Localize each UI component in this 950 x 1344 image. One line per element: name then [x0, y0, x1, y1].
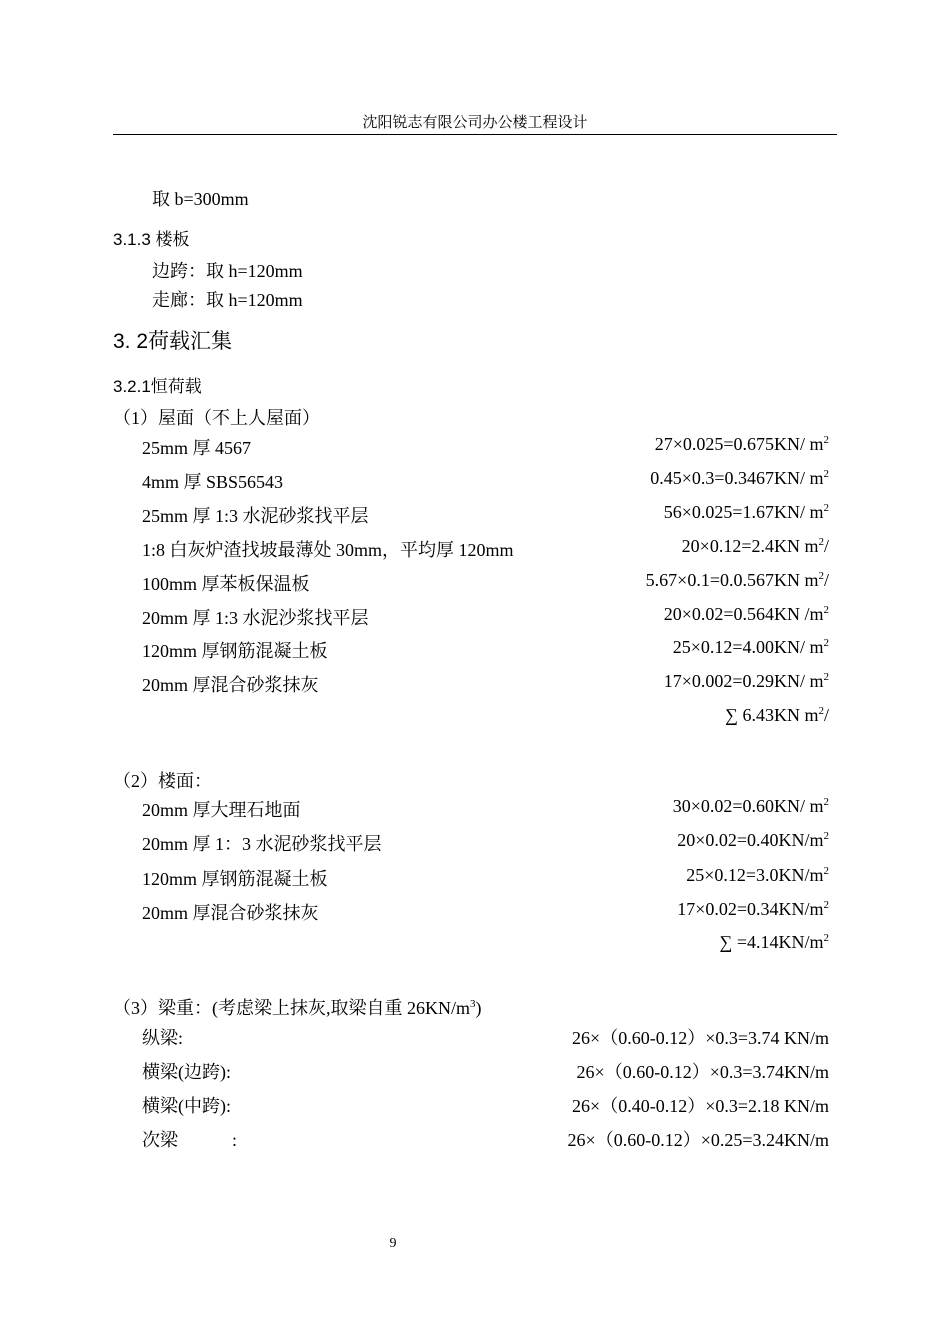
floor-row-value: $25\times 0.12=3.0KN/m^2$ — [686, 865, 829, 885]
floor-row-value: $17\times 0.02=0.34KN/m^2$ — [677, 899, 829, 919]
beam-row-label: 纵梁: — [142, 1028, 184, 1048]
beam-row-label: 次梁 : — [142, 1130, 238, 1150]
floor-total: ∑ $=4.14KN/m^2$ — [719, 932, 829, 952]
roof-row — [142, 637, 829, 661]
floor-row — [142, 865, 829, 889]
roof-row — [142, 468, 829, 492]
beam-row-value: 26×（0.60-0.12）×0.25=3.24KN/m — [567, 1130, 829, 1150]
roof-row — [142, 671, 829, 695]
floor-row-label: 20mm 厚混合砂浆抹灰 — [142, 903, 319, 923]
beam-row — [142, 1092, 829, 1116]
roof-row-value: 20×0.12=2.4KN $m^2/$ — [681, 536, 829, 556]
beam-row — [142, 1024, 829, 1048]
roof-row-label: 25mm 厚 1:3 水泥砂浆找平层 — [142, 506, 369, 526]
floor-title: （2）楼面： — [113, 771, 212, 791]
roof-row-value: 5.67×0.1=0.0.567KN $m^2/$ — [645, 570, 829, 590]
floor-row-label: 20mm 厚大理石地面 — [142, 800, 301, 820]
floor-row — [142, 796, 829, 820]
roof-row-value: 27×0.025=0.675KN/ $m^2$ — [654, 434, 829, 454]
roof-row-label: 25mm 厚 4567 — [142, 438, 252, 458]
roof-row-label: 4mm 厚 SBS56543 — [142, 472, 284, 492]
roof-row-value: 25×0.12=4.00KN/ $m^2$ — [672, 637, 829, 657]
roof-row-label: 20mm 厚 1:3 水泥沙浆找平层 — [142, 608, 369, 628]
beam-row-value: 26×（0.60-0.12）×0.3=3.74KN/m — [576, 1062, 829, 1082]
beam-row — [142, 1058, 829, 1082]
roof-row — [142, 570, 829, 594]
beam-row-label: 横梁(边跨): — [142, 1062, 231, 1082]
floor-row — [142, 899, 829, 923]
roof-row — [142, 604, 829, 628]
section-3-2-heading: 3. 2荷载汇集 — [113, 330, 233, 353]
beam-row — [142, 1126, 829, 1150]
roof-row — [142, 434, 829, 458]
roof-row-label: 20mm 厚混合砂浆抹灰 — [142, 675, 319, 695]
floor-row-value: 30×0.02=0.60KN/ $m^2$ — [672, 796, 829, 816]
corridor-text: 走廊：取 h=120mm — [152, 290, 303, 310]
roof-title: （1）屋面（不上人屋面） — [113, 408, 320, 428]
roof-row-label: 120mm 厚钢筋混凝土板 — [142, 641, 328, 661]
roof-row-value: 17×0.002=0.29KN/ $m^2$ — [663, 671, 829, 691]
page-header: 沈阳锐志有限公司办公楼工程设计 — [113, 113, 837, 135]
section-3-2-1-heading: 3.2.1恒荷载 — [113, 377, 202, 396]
roof-row — [142, 502, 829, 526]
roof-total: ∑ 6.43KN $m^2/$ — [725, 705, 829, 725]
beam-row-value: 26×（0.40-0.12）×0.3=2.18 KN/m — [572, 1096, 829, 1116]
floor-row-value: $20\times 0.02=0.40KN/m^2$ — [677, 830, 829, 850]
beam-title: （3）梁重：(考虑梁上抹灰,取梁自重 $26KN/m^3$) — [113, 998, 482, 1018]
beam-row-value: 26×（0.60-0.12）×0.3=3.74 KN/m — [572, 1028, 829, 1048]
beam-width-text: 取 b=300mm — [152, 189, 249, 209]
page-number: 9 — [389, 1236, 397, 1251]
edge-span-text: 边跨：取 h=120mm — [152, 261, 303, 281]
beam-row-label: 横梁(中跨): — [142, 1096, 231, 1116]
floor-row-label: 120mm 厚钢筋混凝土板 — [142, 869, 328, 889]
roof-row-value: 20×0.02=0.564KN $/m^2$ — [663, 604, 829, 624]
roof-row-value: 56×0.025=1.67KN/ $m^2$ — [663, 502, 829, 522]
roof-row-label: 1:8 白灰炉渣找坡最薄处 30mm，平均厚 120mm — [142, 540, 514, 560]
floor-total-row — [142, 932, 829, 956]
roof-total-row — [142, 705, 829, 729]
floor-row-label: 20mm 厚 1：3 水泥砂浆找平层 — [142, 834, 382, 854]
roof-row — [142, 536, 829, 560]
floor-row — [142, 830, 829, 854]
roof-row-label: 100mm 厚苯板保温板 — [142, 574, 310, 594]
section-3-1-3-heading: 3.1.3 楼板 — [113, 230, 190, 249]
roof-row-value: 0.45×0.3=0.3467KN/ $m^2$ — [650, 468, 829, 488]
